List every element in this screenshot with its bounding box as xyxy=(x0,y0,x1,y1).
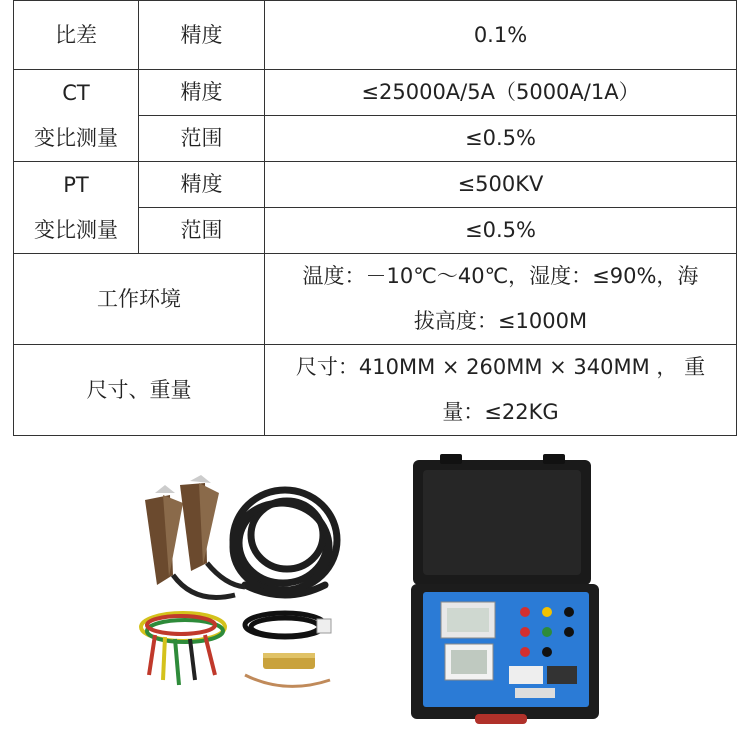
value-ct-accuracy: ≤25000A/5A（5000A/1A） xyxy=(265,70,737,116)
value-environment-line1: 温度：－10℃～40℃，湿度：≤90%，海 xyxy=(302,264,699,288)
table-row-ct-accuracy xyxy=(14,70,737,116)
value-pt-range: ≤0.5% xyxy=(265,208,737,254)
label-ct-line1: CT xyxy=(62,80,90,105)
case-lid-icon xyxy=(413,454,591,585)
cable-coil-icon xyxy=(233,490,337,595)
value-size-line2: 量：≤22KG xyxy=(442,400,559,424)
value-environment xyxy=(265,254,737,345)
case-handle-icon xyxy=(475,714,527,724)
label-size-weight: 尺寸、重量 xyxy=(14,345,265,436)
sub-pt-range: 范围 xyxy=(139,208,265,254)
accessories-illustration xyxy=(135,475,350,710)
label-pt-line1: PT xyxy=(63,172,89,197)
case-body-icon xyxy=(411,584,599,719)
value-ct-range: ≤0.5% xyxy=(265,116,737,162)
label-environment: 工作环境 xyxy=(14,254,265,345)
table-row-size-weight xyxy=(14,345,737,436)
value-ratio-accuracy: 0.1% xyxy=(265,1,737,70)
value-size-weight xyxy=(265,345,737,436)
spec-table xyxy=(13,0,737,436)
value-size-line1: 尺寸：410MM × 260MM × 340MM ， 重 xyxy=(295,355,706,379)
label-pt-line2: 变比测量 xyxy=(34,217,118,242)
ground-wire-icon xyxy=(245,675,330,686)
brass-connector-icon xyxy=(263,653,315,669)
test-leads-icon xyxy=(141,613,225,685)
value-environment-line2: 拔高度：≤1000M xyxy=(413,309,588,333)
table-row-pt-accuracy xyxy=(14,162,737,208)
table-row-environment xyxy=(14,254,737,345)
table-row-ratio-error xyxy=(14,1,737,70)
label-ct-line2: 变比测量 xyxy=(34,125,118,150)
instrument-case-illustration xyxy=(405,452,605,727)
value-pt-accuracy: ≤500KV xyxy=(265,162,737,208)
sub-accuracy: 精度 xyxy=(139,1,265,70)
sub-ct-range: 范围 xyxy=(139,116,265,162)
label-ratio-error: 比差 xyxy=(14,1,139,70)
sub-ct-accuracy: 精度 xyxy=(139,70,265,116)
sub-pt-accuracy: 精度 xyxy=(139,162,265,208)
label-pt-ratio-measure xyxy=(14,162,139,254)
label-ct-ratio-measure xyxy=(14,70,139,162)
power-cord-icon xyxy=(245,613,331,637)
